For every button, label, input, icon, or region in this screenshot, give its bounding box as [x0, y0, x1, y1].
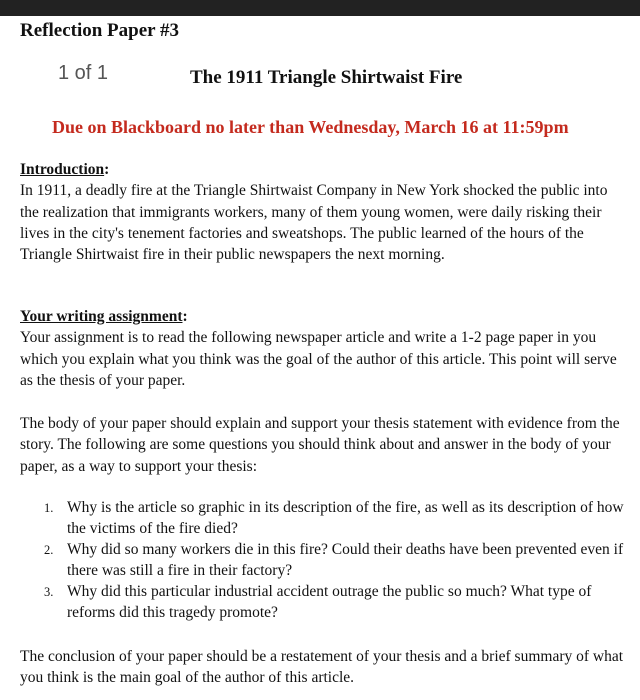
question-number: 1. — [44, 501, 54, 515]
question-text: Why did so many workers die in this fire? Could their deaths have been prevented even if there was still a fire in their factory? — [67, 541, 624, 579]
assignment-section: Your writing assignment: Your assignment is to read the following newspaper article and write a 1-2 page paper in you which you explain what you think was the goal of the author of this article. This point will serve as the thesis of your paper. — [20, 306, 630, 391]
question-text: Why is the article so graphic in its description of the fire, as well as its description of how the victims of the fire died? — [67, 499, 624, 537]
question-item — [20, 497, 640, 539]
document-title: Reflection Paper #3 — [20, 20, 179, 41]
conclusion-paragraph: The conclusion of your paper should be a restatement of your thesis and a brief summary of what you think is the main goal of the author of this article. — [20, 648, 624, 687]
introduction-section: Introduction: In 1911, a deadly fire at the Triangle Shirtwaist Company in New York shocked the public into the realization that immigrants workers, many of them young women, were daily risking their lives in the city's tenement factories and sweatshops. The public learned of the hours of the Triangle Shirtwaist fire in their public newspapers the next morning. — [20, 159, 630, 265]
introduction-heading: Introduction — [20, 161, 105, 178]
body-paragraph: The body of your paper should explain and support your thesis statement with evidence from the story. The following are some questions you should think about and answer in the body of your paper, as a way to support your thesis: — [20, 415, 620, 475]
introduction-text: In 1911, a deadly fire at the Triangle Shirtwaist Company in New York shocked the public into the realization that immigrants workers, many of them young women, were daily risking their lives in the city's tenement factories and sweatshops. The public learned of the hours of the Triangle Shirtwaist fire in their public newspapers the next morning. — [20, 182, 608, 264]
assignment-heading: Your writing assignment — [20, 308, 183, 325]
due-date-notice: Due on Blackboard no later than Wednesday, March 16 at 11:59pm — [52, 117, 569, 137]
question-list — [20, 497, 640, 623]
question-number: 3. — [44, 585, 54, 599]
question-number: 2. — [44, 543, 54, 557]
assignment-text: Your assignment is to read the following newspaper article and write a 1-2 page paper in you which you explain what you think was the goal of the author of this article. This point will serve as the thesis of your paper. — [20, 329, 617, 389]
question-text: Why did this particular industrial accident outrage the public so much? What type of reforms did this tragedy promote? — [67, 583, 592, 621]
paper-title: The 1911 Triangle Shirtwaist Fire — [190, 67, 463, 88]
page-counter: 1 of 1 — [58, 62, 109, 84]
question-item — [20, 539, 640, 581]
top-bar — [0, 0, 640, 16]
question-item — [20, 581, 640, 623]
